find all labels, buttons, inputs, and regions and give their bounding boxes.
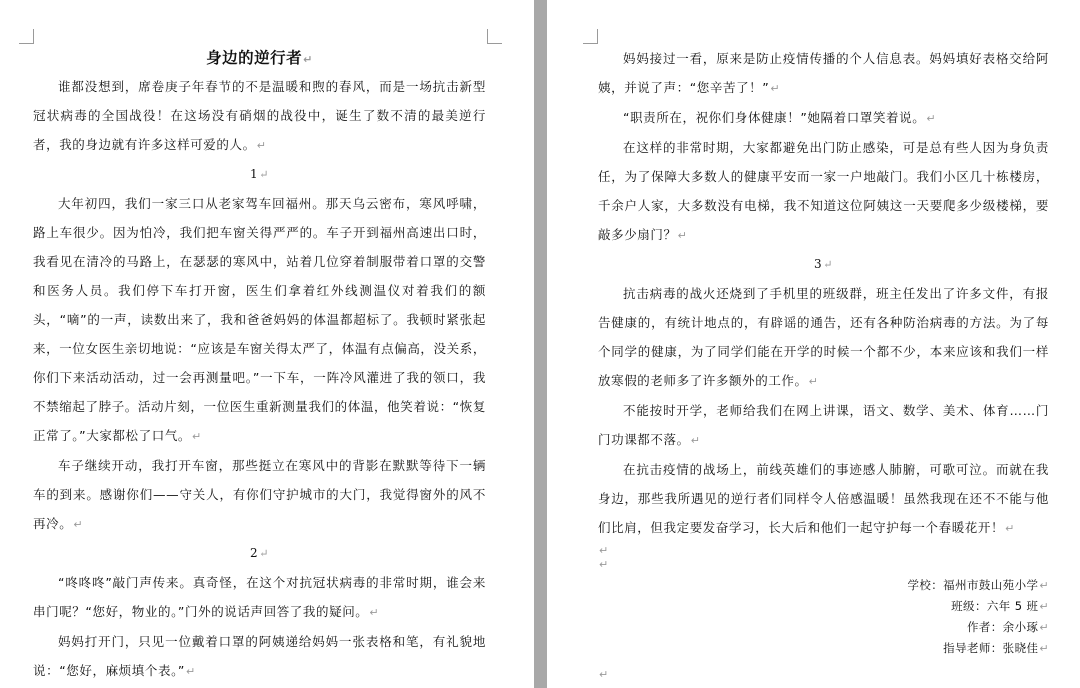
section-number-2: 2 ↵: [33, 539, 486, 568]
signature-block: [598, 575, 1049, 659]
right-paragraph-2: “职责所在，祝你们身体健康！”她隔着口罩笑着说。 ↵: [598, 103, 1049, 133]
section1-paragraph-2: 车子继续开动，我打开车窗，那些挺立在寒风中的背影在默默等待下一辆车的到来。感谢你们——守关人，有你们守护城市的大门，我觉得窗外的风不再冷。 ↵: [33, 451, 486, 539]
section3-paragraph-2: 不能按时开学，老师给我们在网上讲课，语文、数学、美术、体育……门门功课都不落。 ↵: [598, 396, 1049, 455]
class-line: 班级：六年 5 班 ↵: [598, 596, 1049, 617]
right-page-content[interactable]: [598, 44, 1049, 681]
left-page: [0, 0, 534, 688]
author-line: 作者：余小琢 ↵: [598, 617, 1049, 638]
left-page-content[interactable]: [33, 44, 486, 686]
school-line: 学校：福州市鼓山苑小学 ↵: [598, 575, 1049, 596]
page-gap: [534, 0, 547, 688]
empty-paragraph: [598, 543, 1049, 557]
section-number-3: 3 ↵: [598, 250, 1049, 279]
section3-paragraph-1: 抗击病毒的战火还烧到了手机里的班级群，班主任发出了许多文件，有报告健康的，有统计地点的，有辟谣的通告，还有各种防治病毒的方法。为了每个同学的健康，为了同学们能在开学的时候一个都不少，本来应该和我们一样放寒假的老师多了许多额外的工作。 ↵: [598, 279, 1049, 396]
crop-mark-top-left: [583, 29, 598, 44]
document-title: 身边的逆行者 ↵: [33, 44, 486, 72]
section2-paragraph-1: “咚咚咚”敲门声传来。真奇怪，在这个对抗冠状病毒的非常时期，谁会来串门呢？“您好，物业的。”门外的说话声回答了我的疑问。 ↵: [33, 568, 486, 627]
section3-paragraph-3: 在抗击疫情的战场上，前线英雄们的事迹感人肺腑，可歌可泣。而就在我身边，那些我所遇见的逆行者们同样令人倍感温暖！虽然我现在还不不能与他们比肩，但我定要发奋学习，长大后和他们一起守护每一个春暖花开！ ↵: [598, 455, 1049, 543]
section2-paragraph-2: 妈妈打开门，只见一位戴着口罩的阿姨递给妈妈一张表格和笔，有礼貌地说：“您好，麻烦填个表。” ↵: [33, 627, 486, 686]
empty-paragraph: [598, 557, 1049, 571]
empty-paragraph: [598, 667, 1049, 681]
right-paragraph-1: 妈妈接过一看，原来是防止疫情传播的个人信息表。妈妈填好表格交给阿姨，并说了声：“您辛苦了！” ↵: [598, 44, 1049, 103]
section1-paragraph-1: 大年初四，我们一家三口从老家驾车回福州。那天乌云密布，寒风呼啸，路上车很少。因为怕冷，我们把车窗关得严严的。车子开到福州高速出口时，我看见在清冷的马路上，在瑟瑟的寒风中，站着几位穿着制服带着口罩的交警和医务人员。我们停下车打开窗，医生们拿着红外线测温仪对着我们的额头，“嘀”的一声，读数出来了，我和爸爸妈妈的体温都超标了。我顿时紧张起来，一位女医生亲切地说：“应该是车窗关得太严了，体温有点偏高，没关系，你们下来活动活动，过一会再测量吧。”一下车，一阵冷风灌进了我的领口，我不禁缩起了脖子。活动片刻，一位医生重新测量我们的体温，他笑着说：“恢复正常了。”大家都松了口气。 ↵: [33, 189, 486, 451]
right-page: [547, 0, 1080, 688]
intro-paragraph: 谁都没想到，席卷庚子年春节的不是温暖和煦的春风，而是一场抗击新型冠状病毒的全国战役！在这场没有硝烟的战役中，诞生了数不清的最美逆行者，我的身边就有许多这样可爱的人。 ↵: [33, 72, 486, 160]
crop-mark-top-left: [19, 29, 34, 44]
right-paragraph-3: 在这样的非常时期，大家都避免出门防止感染，可是总有些人因为身负责任，为了保障大多数人的健康平安而一家一户地敲门。我们小区几十栋楼房，千余户人家，大多数没有电梯，我不知道这位阿姨这一天要爬多少级楼梯，要敲多少扇门？ ↵: [598, 133, 1049, 250]
section-number-1: 1 ↵: [33, 160, 486, 189]
crop-mark-top-right: [487, 29, 502, 44]
teacher-line: 指导老师：张晓佳 ↵: [598, 638, 1049, 659]
